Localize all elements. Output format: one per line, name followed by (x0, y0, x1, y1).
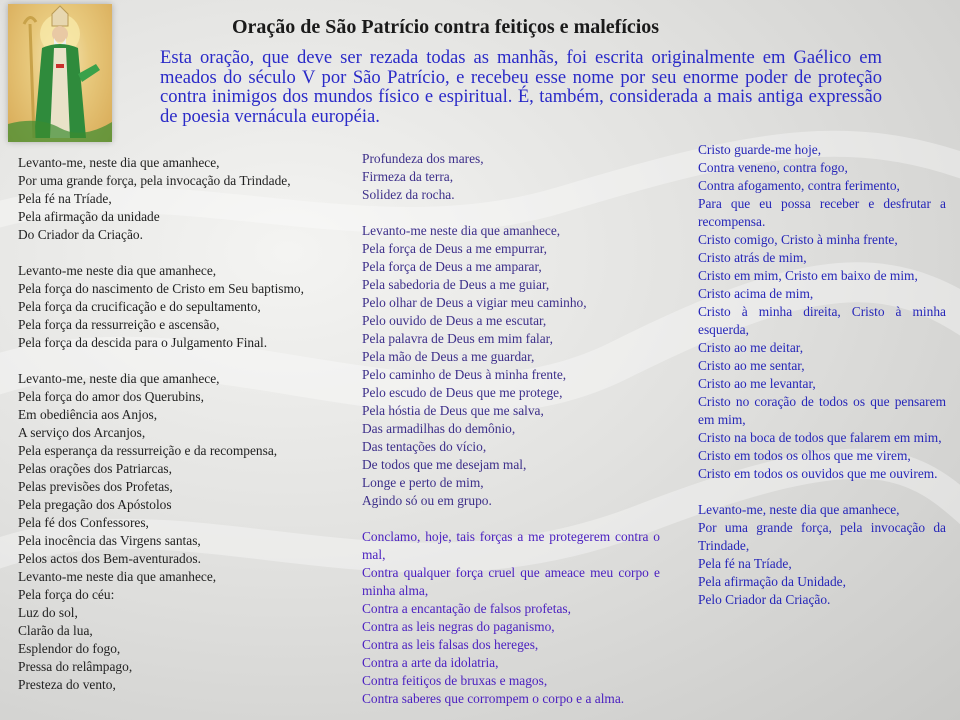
stanza-line: Contra feitiços de bruxas e magos, (362, 673, 548, 688)
stanza-line: Cristo atrás de mim, (698, 250, 807, 265)
stanza-line: Pela inocência das Virgens santas, (18, 533, 201, 548)
stanza-line: Clarão da lua, (18, 623, 93, 638)
stanza-line: Em obediência aos Anjos, (18, 407, 158, 422)
stanza-line: Firmeza da terra, (362, 169, 454, 184)
stanza-line: Presteza do vento, (18, 677, 116, 692)
stanza-line: Pela força de Deus a me empurrar, (362, 241, 547, 256)
stanza-line: Pela força do nascimento de Cristo em Seu baptismo, (18, 281, 304, 296)
stanza-line: Pela força do amor dos Querubins, (18, 389, 204, 404)
stanza-line: Cristo comigo, Cristo à minha frente, (698, 232, 898, 247)
stanza-line: Cristo à minha direita, Cristo à minha esquerda, (698, 304, 946, 337)
stanza-line: Contra as leis falsas dos hereges, (362, 637, 539, 652)
prayer-column-2 (362, 150, 660, 708)
stanza-line: Do Criador da Criação. (18, 227, 143, 242)
stanza-line: Pela força da ressurreição e ascensão, (18, 317, 220, 332)
stanza-line: Pelo olhar de Deus a vigiar meu caminho, (362, 295, 587, 310)
stanza-line: Pelo escudo de Deus que me protege, (362, 385, 563, 400)
stanza-line: Levanto-me neste dia que amanhece, (18, 263, 217, 278)
stanza-line: Conclamo, hoje, tais forças a me protegerem contra o mal, (362, 529, 660, 562)
stanza-line: Pela mão de Deus a me guardar, (362, 349, 535, 364)
stanza-line: Cristo ao me sentar, (698, 358, 805, 373)
stanza-line: Contra veneno, contra fogo, (698, 160, 848, 175)
stanza-line: Cristo acima de mim, (698, 286, 814, 301)
stanza-line: Longe e perto de mim, (362, 475, 484, 490)
stanza-line: Agindo só ou em grupo. (362, 493, 492, 508)
stanza-line: Cristo em todos os olhos que me virem, (698, 448, 911, 463)
stanza-line: Contra afogamento, contra ferimento, (698, 178, 900, 193)
stanza-line: Pela força do céu: (18, 587, 115, 602)
stanza-line: Pela fé na Tríade, (18, 191, 112, 206)
stanza-line: Pressa do relâmpago, (18, 659, 133, 674)
prayer-column-3 (698, 141, 946, 609)
stanza-line: Contra saberes que corrompem o corpo e a alma. (362, 691, 625, 706)
stanza-line: Cristo ao me deitar, (698, 340, 804, 355)
prayer-column-1 (18, 154, 353, 694)
intro-paragraph: Esta oração, que deve ser rezada todas as manhãs, foi escrita originalmente em Gaélico em meados do século V por São Patrício, e recebeu esse nome por seu enorme poder de proteção contra inimigos dos mundos físico e espiritual. É, também, considerada a mais antiga expressão de poesia vernácula européia. (160, 47, 882, 127)
stanza-line: Cristo guarde-me hoje, (698, 142, 822, 157)
stanza-line: Pelo Criador da Criação. (698, 592, 831, 607)
stanza-line: Levanto-me, neste dia que amanhece, (698, 502, 900, 517)
stanza-line: Das armadilhas do demônio, (362, 421, 516, 436)
saint-patrick-image (8, 4, 112, 142)
stanza-line: Levanto-me, neste dia que amanhece, (18, 155, 220, 170)
stanza-line: Cristo em mim, Cristo em baixo de mim, (698, 268, 918, 283)
stanza-line: Pelas previsões dos Profetas, (18, 479, 173, 494)
stanza-line: Profundeza dos mares, (362, 151, 484, 166)
page-title: Oração de São Patrício contra feitiços e malefícios (232, 16, 660, 38)
stanza-line: Luz do sol, (18, 605, 78, 620)
stanza-line: Levanto-me neste dia que amanhece, (18, 569, 217, 584)
stanza-line: De todos que me desejam mal, (362, 457, 527, 472)
stanza-line: Para que eu possa receber e desfrutar a recompensa. (698, 196, 946, 229)
stanza-line: Cristo ao me levantar, (698, 376, 816, 391)
stanza-line: Pelo ouvido de Deus a me escutar, (362, 313, 547, 328)
stanza-line: Contra a encantação de falsos profetas, (362, 601, 571, 616)
stanza-line: Contra a arte da idolatria, (362, 655, 499, 670)
stanza-line: Contra qualquer força cruel que ameace meu corpo e minha alma, (362, 565, 660, 598)
stanza-line: Pela palavra de Deus em mim falar, (362, 331, 553, 346)
stanza-line: Pela afirmação da unidade (18, 209, 160, 224)
stanza-line: Pela força de Deus a me amparar, (362, 259, 542, 274)
stanza-line: Cristo no coração de todos os que pensarem em mim, (698, 394, 946, 427)
stanza-line: Pela afirmação da Unidade, (698, 574, 846, 589)
stanza-line: Contra as leis negras do paganismo, (362, 619, 555, 634)
stanza-line: Pela sabedoria de Deus a me guiar, (362, 277, 550, 292)
stanza-line: Pela força da crucificação e do sepultamento, (18, 299, 261, 314)
stanza-line: Pelas orações dos Patriarcas, (18, 461, 172, 476)
stanza-line: Pela pregação dos Apóstolos (18, 497, 172, 512)
stanza-line: A serviço dos Arcanjos, (18, 425, 146, 440)
stanza-line: Pelo caminho de Deus à minha frente, (362, 367, 567, 382)
stanza-line: Pela força da descida para o Julgamento Final. (18, 335, 268, 350)
stanza-line: Cristo na boca de todos que falarem em mim, (698, 430, 942, 445)
stanza-line: Cristo em todos os ouvidos que me ouvirem. (698, 466, 938, 481)
stanza-line: Das tentações do vício, (362, 439, 487, 454)
stanza-line: Por uma grande força, pela invocação da Trindade, (18, 173, 291, 188)
stanza-line: Pela fé dos Confessores, (18, 515, 149, 530)
stanza-line: Esplendor do fogo, (18, 641, 121, 656)
stanza-line: Levanto-me, neste dia que amanhece, (18, 371, 220, 386)
stanza-line: Pela esperança da ressurreição e da recompensa, (18, 443, 278, 458)
stanza-line: Pela hóstia de Deus que me salva, (362, 403, 544, 418)
stanza-line: Solidez da rocha. (362, 187, 455, 202)
stanza-line: Pela fé na Tríade, (698, 556, 792, 571)
stanza-line: Pelos actos dos Bem-aventurados. (18, 551, 201, 566)
stanza-line: Levanto-me neste dia que amanhece, (362, 223, 561, 238)
stanza-line: Por uma grande força, pela invocação da Trindade, (698, 520, 946, 553)
